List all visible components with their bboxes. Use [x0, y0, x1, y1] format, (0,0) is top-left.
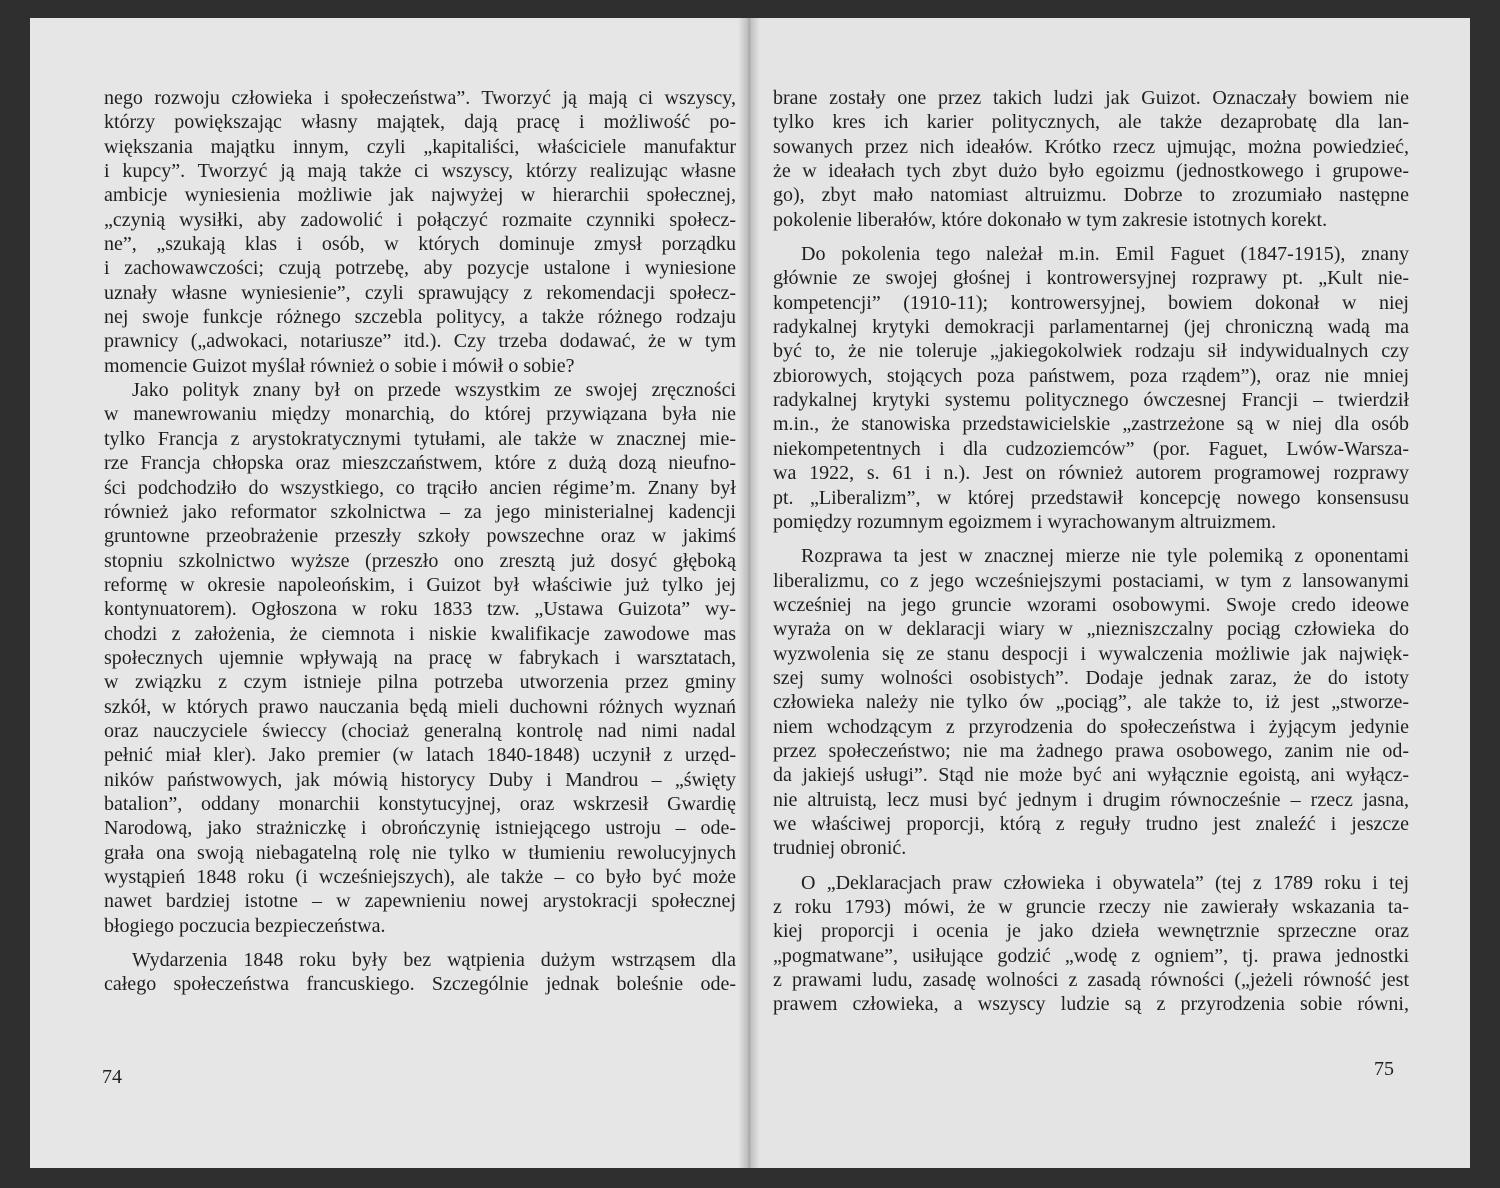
text-line: nie altruistą, lecz musi być jednym i drugim równocześnie – rzecz jasna,: [773, 788, 1409, 811]
text-line: trudniej obronić.: [773, 837, 907, 860]
text-line: batalion”, oddany monarchii konstytucyjnej, oraz wskrzesił Gwardię: [104, 792, 736, 815]
page-number: 75: [1374, 1058, 1394, 1080]
text-line: ników państwowych, jak mówią historycy Duby i Mandrou – „święty: [104, 768, 736, 791]
text-line: oraz nauczyciele świeccy (chociaż generalną kontrolę nad nimi nadal: [104, 719, 736, 742]
left-page: [30, 18, 748, 1168]
text-line: pełnić miał kler). Jako premier (w latach 1840-1848) uczynił z urzęd-: [104, 744, 736, 767]
text-line: m.in., że stanowiska przedstawicielskie „zastrzeżone są w niej dla osób: [773, 413, 1409, 436]
text-line: Rozprawa ta jest w znacznej mierze nie tyle polemiką z oponentami: [801, 545, 1409, 568]
text-line: wystąpień 1848 roku (i wcześniejszych), ale także – co było być może: [104, 866, 736, 888]
text-line: kontynuatorem). Ogłoszona w roku 1833 tzw. „Ustawa Guizota” wy-: [104, 598, 736, 621]
text-line: wyraża on w deklaracji wiary w „niezniszczalny pociąg człowieka do: [773, 618, 1409, 641]
text-line: w związku z czym istnieje pilna potrzeba utworzenia przez gminy: [104, 671, 736, 694]
page-number: 74: [102, 1066, 122, 1088]
text-line: pomiędzy rozumnym egoizmem i wyrachowanym altruizmem.: [773, 510, 1277, 533]
text-line: w manewrowaniu między monarchią, do której przywiązana była nie: [104, 403, 736, 426]
text-line: pokolenie liberałów, które dokonało w tym zakresie istotnych korekt.: [773, 208, 1328, 231]
text-line: pt. „Liberalizm”, w której przedstawił koncepcję nowego konsensusu: [773, 486, 1409, 509]
text-line: rze Francja chłopska oraz mieszczaństwem, które z dużą dozą nieufno-: [104, 452, 736, 475]
text-line: grała ona swoją niebagatelną rolę nie tylko w tłumieniu rewolucyjnych: [104, 841, 736, 864]
text-line: i zachowawczości; czują potrzebę, aby pozycje ustalone i wyniesione: [104, 257, 736, 280]
text-line: z prawami ludu, zasadę wolności z zasadą równości („jeżeli równość jest: [773, 969, 1409, 992]
text-line: Narodową, jako strażniczkę i obrończynię istniejącego ustroju – ode-: [104, 817, 736, 840]
text-line: zbiorowych, stojących poza państwem, poza rządem”), oraz nie mniej: [773, 364, 1409, 387]
text-line: niem wchodzącym z przyrodzenia do społeczeństwa i żyjącym jedynie: [773, 715, 1409, 738]
text-line: Do pokolenia tego należał m.in. Emil Faguet (1847-1915), znany: [801, 243, 1409, 266]
text-line: człowieka należy nie tylko ów „pociąg”, ale także to, iż jest „stworze-: [773, 691, 1409, 714]
text-line: prawnicy („adwokaci, notariusze” itd.). Czy trzeba dodawać, że w tym: [104, 330, 736, 353]
text-line: reformę w okresie napoleońskim, i Guizot był właściwie już tylko jej: [104, 573, 736, 596]
text-line: całego społeczeństwa francuskiego. Szczególnie jednak boleśnie ode-: [104, 973, 736, 996]
text-line: Jako polityk znany był on przede wszystkim ze swojej zręczności: [132, 379, 736, 402]
text-line: radykalnej krytyki demokracji parlamentarnej (jej chroniczną wadą ma: [773, 316, 1409, 339]
text-line: „pogmatwane”, usiłujące godzić „wodę z ogniem”, tj. prawa jednostki: [773, 944, 1409, 967]
text-line: tylko kres ich karier politycznych, ale także dezaprobatę dla lan-: [773, 111, 1409, 134]
text-line: i kupcy”. Tworzyć ją mają także ci wszyscy, którzy realizując własne: [104, 160, 736, 183]
text-line: również jako reformator szkolnictwa – za jego ministerialnej kadencji: [104, 500, 736, 523]
text-line: kiej proporcji i ocenia je jako dzieła wewnętrznie sprzeczne oraz: [773, 920, 1409, 943]
left-page-text: [104, 86, 736, 997]
right-page: [748, 18, 1470, 1168]
text-line: nej swoje funkcje różnego szczebla politycy, a także różnego rodzaju: [104, 306, 736, 329]
text-line: O „Deklaracjach praw człowieka i obywatela” (tej z 1789 roku i tej: [801, 871, 1409, 894]
text-line: ambicje wyniesienia możliwie jak najwyżej w hierarchii społecznej,: [104, 184, 736, 207]
book-gutter: [738, 18, 760, 1168]
text-line: gruntowne przeobrażenie przeszły szkoły powszechne oraz w jakimś: [104, 525, 736, 548]
text-line: tylko Francja z arystokratycznymi tytułami, ale także w znacznej mie-: [104, 427, 736, 450]
text-line: radykalnej krytyki systemu politycznego ówczesnej Francji – twierdził: [773, 389, 1409, 412]
text-line: brane zostały one przez takich ludzi jak Guizot. Oznaczały bowiem nie: [773, 87, 1409, 109]
text-line: sowanych przez nich ideałów. Krótko rzecz ujmując, można powiedzieć,: [773, 135, 1409, 158]
text-line: wyzwolenia się ze stanu despocji i wywalczenia możliwie jak najwięk-: [773, 642, 1409, 665]
text-line: liberalizmu, co z jego wcześniejszymi postaciami, w tym z lansowanymi: [773, 569, 1409, 592]
text-line: ne”, „szukają klas i osób, w których dominuje zmysł porządku: [104, 233, 736, 256]
text-line: Wydarzenia 1848 roku były bez wątpienia dużym wstrząsem dla: [132, 949, 736, 972]
text-line: przez społeczeństwo; nie ma żadnego prawa osobowego, zanim nie od-: [773, 739, 1409, 762]
text-line: momencie Guizot myślał również o sobie i mówił o sobie?: [104, 354, 575, 377]
text-line: ści podchodziło do wszystkiego, co trąciło ancien régime’m. Znany był: [104, 476, 736, 499]
text-line: nego rozwoju człowieka i społeczeństwa”. Tworzyć ją mają ci wszyscy,: [104, 87, 736, 109]
text-line: szej sumy wolności osobistych”. Dodaje jednak zaraz, że do istoty: [773, 666, 1409, 689]
text-line: szkół, w których prawo nauczania będą mieli duchowni różnych wyznań: [104, 695, 736, 718]
text-line: głównie ze swojej głośnej i kontrowersyjnej rozprawy pt. „Kult nie-: [773, 267, 1409, 290]
right-page-text: [773, 86, 1409, 1017]
text-line: „czynią wysiłki, aby zadowolić i połączyć rozmaite czynniki społecz-: [104, 208, 736, 231]
text-line: chodzi z założenia, że ciemnota i niskie kwalifikacje zawodowe mas: [104, 622, 736, 645]
text-line: we właściwej proporcji, którą z reguły trudno jest znaleźć i jeszcze: [773, 812, 1409, 835]
text-line: społecznych ujemnie wpływają na pracę w fabrykach i warsztatach,: [104, 646, 736, 669]
text-line: wcześniej na jego gruncie wzorami osobowymi. Swoje credo ideowe: [773, 593, 1409, 616]
text-line: być to, że nie toleruje „jakiegokolwiek rodzaju sił indywidualnych czy: [773, 340, 1409, 363]
text-line: nawet bardziej istotne – w zapewnieniu nowej arystokracji społecznej: [104, 890, 736, 913]
text-line: stopniu szkolnictwo wyższe (przeszło ono zresztą już dosyć głęboką: [104, 549, 736, 572]
text-line: kompetencji” (1910-11); kontrowersyjnej, bowiem dokonał w niej: [773, 291, 1409, 314]
text-line: wa 1922, s. 61 i n.). Jest on również autorem programowej rozprawy: [773, 462, 1409, 485]
text-line: większania majątku innym, czyli „kapitaliści, właściciele manufaktur: [104, 135, 736, 158]
text-line: błogiego poczucia bezpieczeństwa.: [104, 914, 386, 937]
text-line: uznały własne wyniesienie”, czyli sprawujący z rekomendacji społecz-: [104, 281, 736, 304]
text-line: niekompetentnych i dla cudzoziemców” (por. Faguet, Lwów-Warsza-: [773, 437, 1409, 460]
text-line: którzy powiększając własny majątek, dają pracę i możliwość po-: [104, 111, 736, 134]
text-line: da jakiejś usługi”. Stąd nie może być ani wyłącznie egoistą, ani wyłącz-: [773, 764, 1409, 787]
text-line: go), zbyt mało natomiast altruizmu. Dobrze to zrozumiało następne: [773, 184, 1409, 207]
text-line: że w ideałach tych zbyt dużo było egoizmu (jednostkowego i grupowe-: [773, 160, 1409, 183]
text-line: z roku 1793) mówi, że w gruncie rzeczy nie zawierały wskazania ta-: [773, 896, 1409, 918]
text-line: prawem człowieka, a wszyscy ludzie są z przyrodzenia sobie równi,: [773, 993, 1409, 1016]
